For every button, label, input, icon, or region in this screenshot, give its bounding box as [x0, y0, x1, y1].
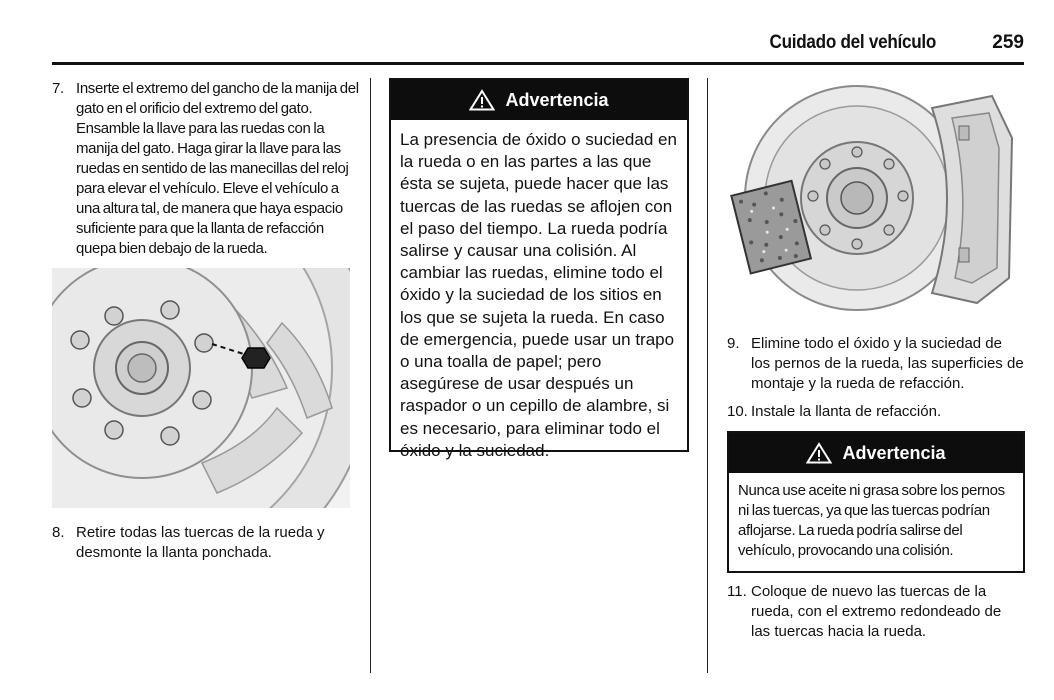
- column-divider-1: [370, 78, 371, 673]
- warning-title: Advertencia: [842, 442, 946, 463]
- step-number: 11.: [727, 583, 747, 600]
- step-number: 10.: [727, 403, 748, 420]
- step-text: Retire todas las tuercas de la rueda y desmonte la llanta ponchada.: [76, 524, 325, 561]
- wheel-hub-illustration: [52, 268, 350, 508]
- page-number: 259: [992, 32, 1024, 53]
- warning-triangle-icon: [806, 442, 832, 464]
- wheel-hub-drawing: [52, 268, 350, 508]
- warning-title: Advertencia: [505, 89, 609, 110]
- step-10: [727, 402, 1024, 422]
- brake-rotor-drawing: [727, 78, 1024, 318]
- warning-box-grease: [727, 431, 1025, 573]
- warning-header: [729, 433, 1023, 473]
- step-11: [727, 582, 1024, 642]
- step-number: 9.: [727, 335, 740, 352]
- column-divider-2: [707, 78, 708, 673]
- step-number: 8.: [52, 524, 65, 541]
- brake-rotor-illustration: [727, 78, 1024, 318]
- step-8: [52, 523, 362, 563]
- step-number: 7.: [52, 80, 64, 97]
- page-header: [52, 28, 1024, 65]
- step-text: Coloque de nuevo las tuercas de la rueda, con el extremo redondeado de las tuercas hacia la rueda.: [751, 583, 1002, 640]
- warning-text: La presencia de óxido o suciedad en la rueda o en las partes a las que ésta se sujeta, puede hacer que las tuercas de las ruedas se aflojen con el paso del tiempo. La rueda podría salirse y causar una colisión. Al cambiar las ruedas, elimine todo el óxido y la suciedad de los sitios en los que se sujeta la rueda. En caso de emergencia, puede usar un trapo o una toalla de papel; pero asegúrese de usar después un raspador o un cepillo de alambre, si es necesario, para eliminar todo el óxido y la suciedad.: [400, 130, 677, 460]
- warning-triangle-icon: [469, 89, 495, 111]
- step-text: Inserte el extremo del gancho de la manija del gato en el orificio del extremo del gato. Ensamble la llave para las ruedas con la manija del gato. Haga girar la llave para las ruedas en sentido de las manecillas del reloj para elevar el vehículo. Eleve el vehículo a una altura tal, de manera que haya espacio suficiente para que la llanta de refacción quepa bien debajo de la rueda.: [76, 80, 359, 257]
- warning-box-rust: [389, 78, 689, 460]
- step-text: Instale la llanta de refacción.: [751, 403, 942, 420]
- step-7: [52, 79, 362, 259]
- warning-text: Nunca use aceite ni grasa sobre los pernos ni las tuercas, ya que las tuercas podrían aflojarse. La rueda podría salirse del vehículo, provocando una colisión.: [738, 482, 1005, 559]
- warning-header: [391, 80, 687, 120]
- section-title: Cuidado del vehículo: [769, 32, 936, 53]
- step-9: [727, 334, 1024, 394]
- step-text: Elimine todo el óxido y la suciedad de los pernos de la rueda, las superficies de montaje y la rueda de refacción.: [751, 335, 1024, 392]
